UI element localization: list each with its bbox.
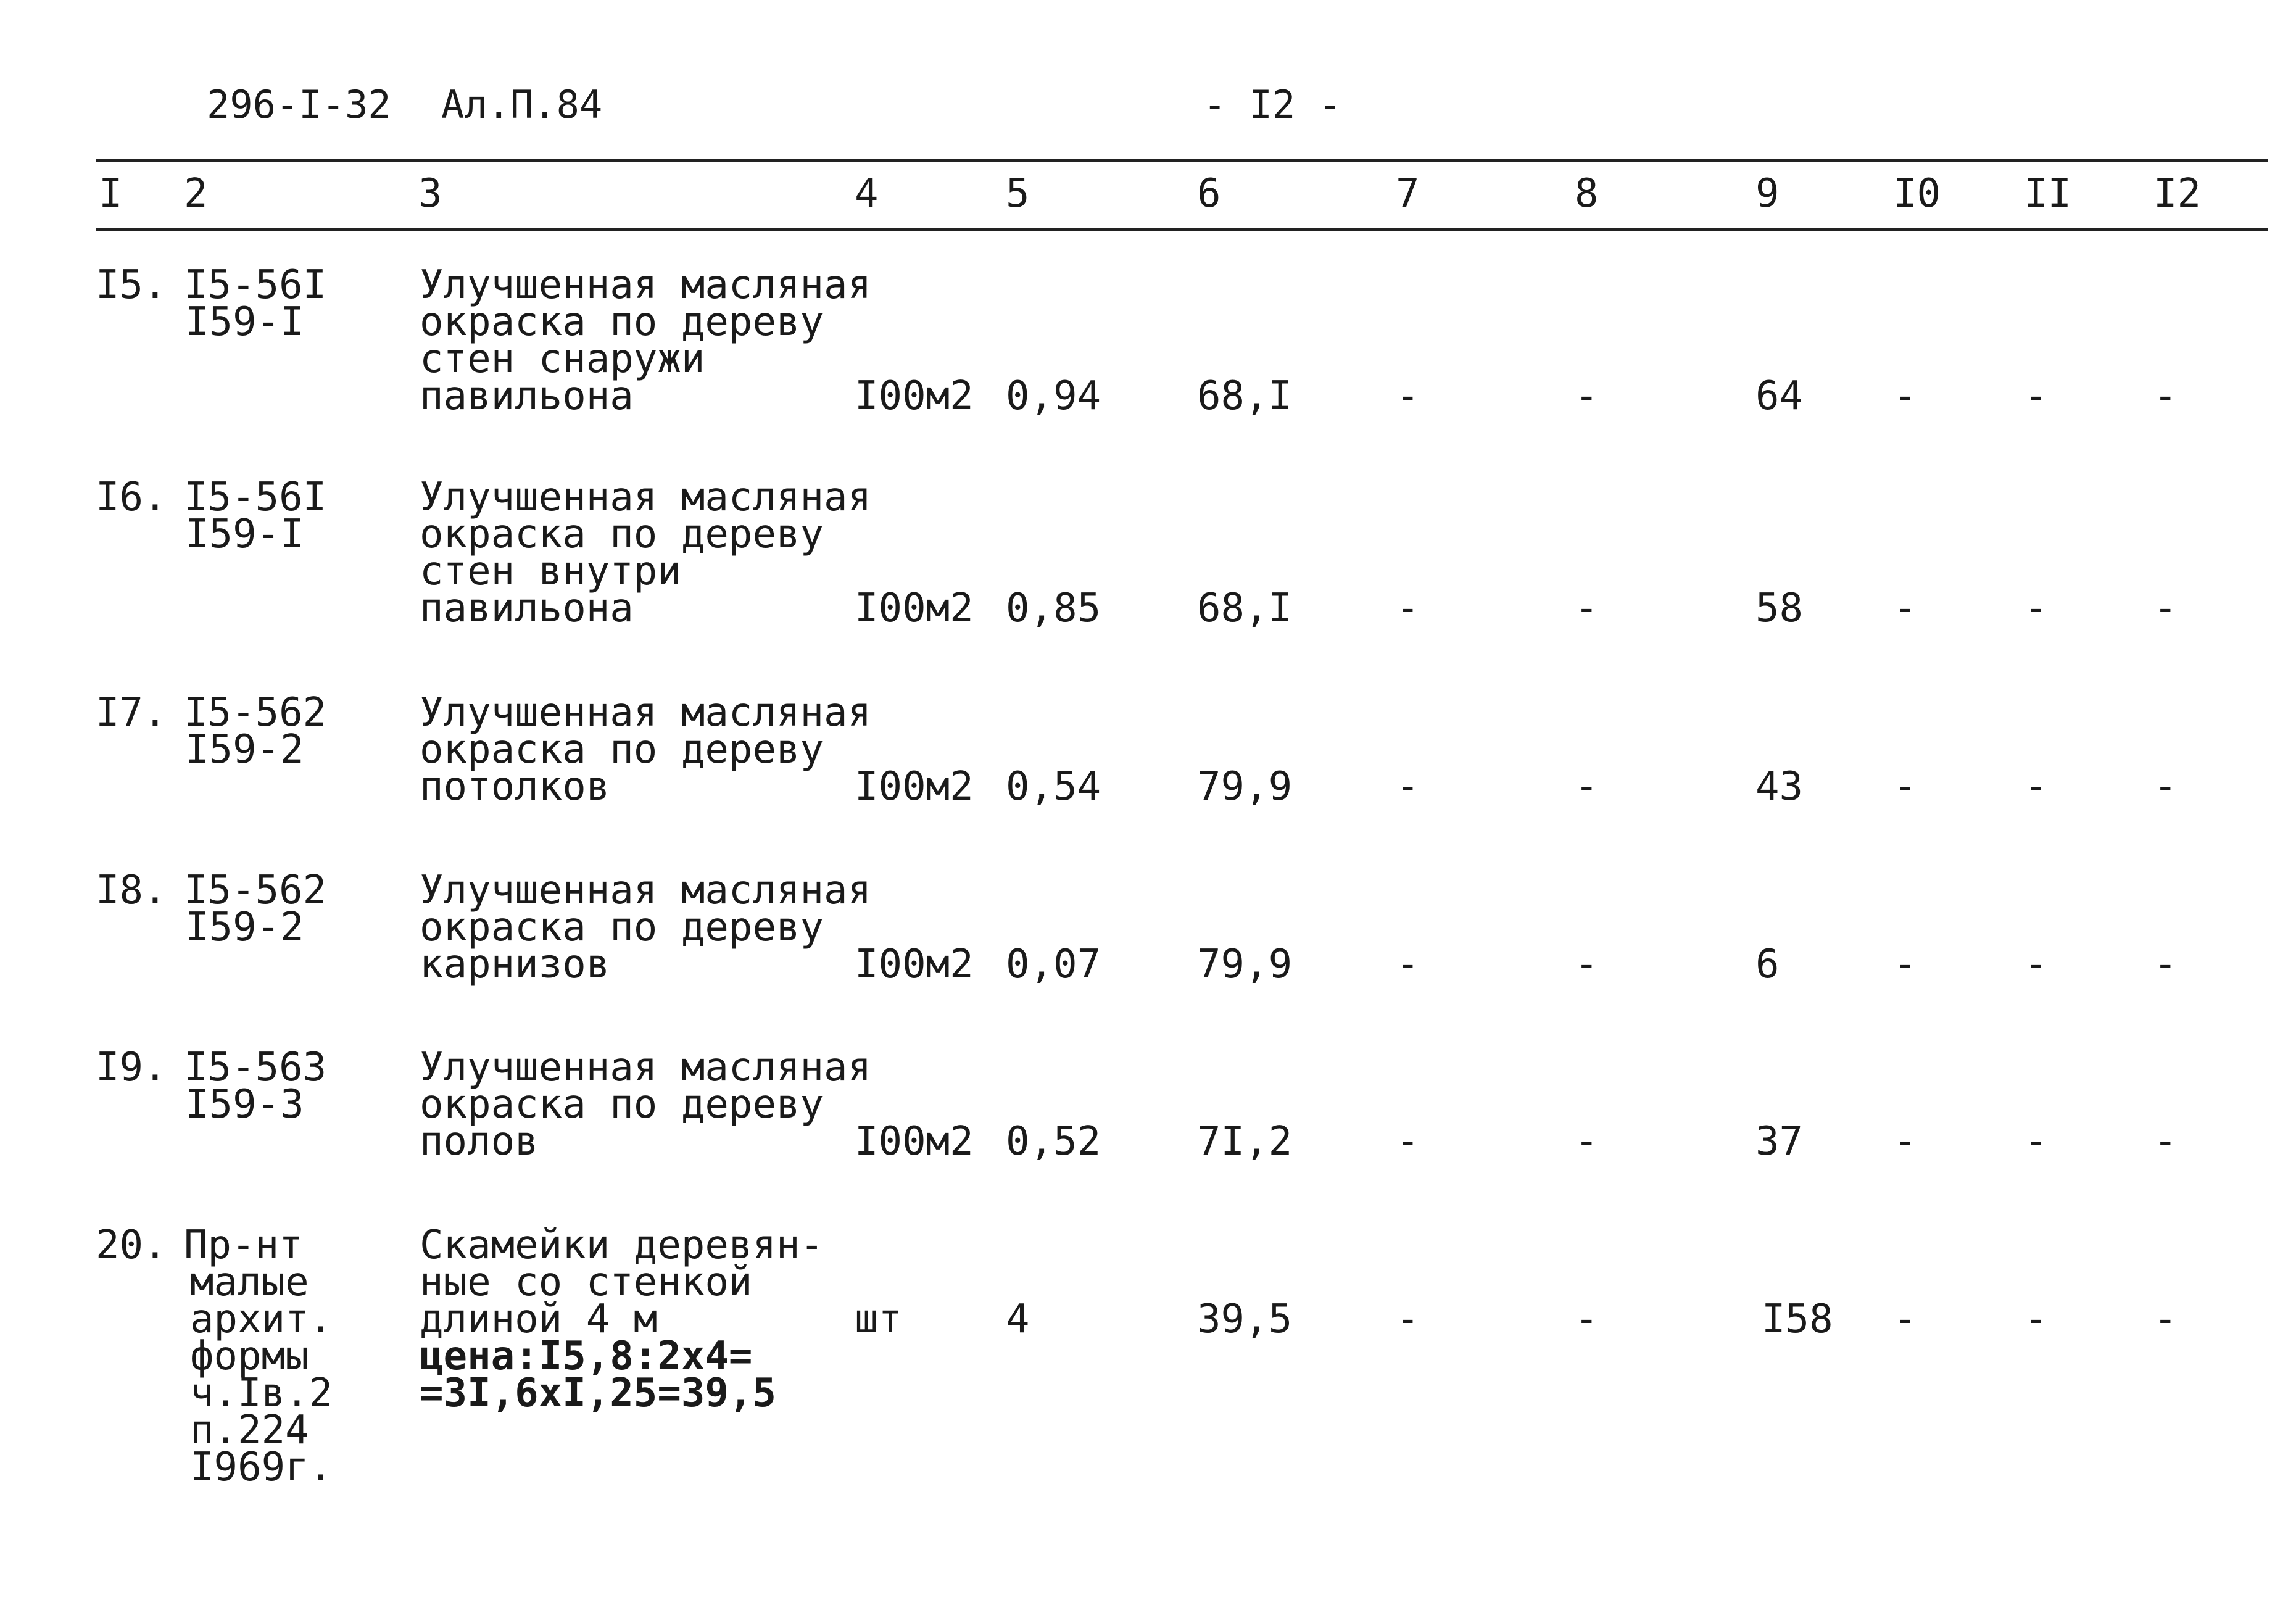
row-description-line: карнизов xyxy=(420,942,610,987)
row-col9: 64 xyxy=(1755,373,1804,419)
row-number: I9. xyxy=(96,1045,167,1090)
row-description-line: Улучшенная масляная xyxy=(420,868,872,913)
row-description-line: потолков xyxy=(420,764,610,810)
row-col10: - xyxy=(1893,764,1917,810)
column-header-10: I0 xyxy=(1893,171,1941,217)
column-header-7: 7 xyxy=(1396,171,1420,217)
row-quantity: 4 xyxy=(1006,1296,1030,1342)
column-header-6: 6 xyxy=(1197,171,1221,217)
row-code-line: I59-3 xyxy=(185,1082,304,1127)
row-col7: - xyxy=(1396,1119,1420,1164)
row-code-line: I5-56I xyxy=(184,262,327,308)
row-col8: - xyxy=(1575,942,1599,987)
row-col7: - xyxy=(1396,942,1420,987)
row-col10: - xyxy=(1893,942,1917,987)
row-col7: - xyxy=(1396,586,1420,631)
row-code-line: I5-562 xyxy=(184,868,327,913)
row-description-line: окраска по дереву xyxy=(420,512,824,557)
row-quantity: 0,52 xyxy=(1006,1119,1101,1164)
row-description-line: длиной 4 м xyxy=(420,1296,658,1342)
row-col11: - xyxy=(2024,764,2048,810)
row-code-line: формы xyxy=(190,1333,309,1379)
row-description-line: Улучшенная масляная xyxy=(420,1045,872,1090)
album-ref: Ал.П.84 xyxy=(441,82,603,127)
column-header-2: 2 xyxy=(184,171,208,217)
row-unit: I00м2 xyxy=(855,942,974,987)
row-col8: - xyxy=(1575,1119,1599,1164)
row-description-line: цена:I5,8:2х4= xyxy=(420,1333,753,1379)
row-description-line: Улучшенная масляная xyxy=(420,690,872,736)
row-col12: - xyxy=(2153,764,2178,810)
row-col7: - xyxy=(1396,1296,1420,1342)
table-top-rule xyxy=(96,159,2268,162)
row-col12: - xyxy=(2153,942,2178,987)
column-header-9: 9 xyxy=(1755,171,1780,217)
row-col9: 43 xyxy=(1755,764,1804,810)
row-col9: 6 xyxy=(1755,942,1780,987)
row-col12: - xyxy=(2153,586,2178,631)
row-number: I5. xyxy=(96,262,167,308)
row-code-line: I969г. xyxy=(190,1445,333,1490)
row-description-line: стен снаружи xyxy=(420,336,705,382)
column-header-12: I2 xyxy=(2153,171,2202,217)
row-col10: - xyxy=(1893,1296,1917,1342)
row-unit: I00м2 xyxy=(855,1119,974,1164)
row-description-line: Улучшенная масляная xyxy=(420,475,872,520)
row-description-line: ные со стенкой xyxy=(420,1259,753,1305)
row-description-line: павильона xyxy=(420,586,634,631)
row-code-line: п.224 xyxy=(190,1408,309,1453)
row-number: 20. xyxy=(96,1222,167,1268)
row-price: 7I,2 xyxy=(1197,1119,1293,1164)
row-col12: - xyxy=(2153,373,2178,419)
row-col10: - xyxy=(1893,586,1917,631)
row-col11: - xyxy=(2024,373,2048,419)
row-col12: - xyxy=(2153,1296,2178,1342)
column-header-11: II xyxy=(2024,171,2072,217)
row-description-line: окраска по дереву xyxy=(420,905,824,950)
row-col9: 37 xyxy=(1755,1119,1804,1164)
row-description-line: Улучшенная масляная xyxy=(420,262,872,308)
row-price: 68,I xyxy=(1197,373,1293,419)
row-col9: I58 xyxy=(1762,1296,1833,1342)
row-price: 79,9 xyxy=(1197,764,1293,810)
row-unit: I00м2 xyxy=(855,373,974,419)
row-number: I8. xyxy=(96,868,167,913)
row-code-line: малые xyxy=(190,1259,309,1305)
row-code-line: архит. xyxy=(190,1296,333,1342)
column-header-8: 8 xyxy=(1575,171,1599,217)
row-number: I7. xyxy=(96,690,167,736)
row-code-line: I59-I xyxy=(185,512,304,557)
doc-code: 296-I-32 xyxy=(207,82,391,127)
row-col12: - xyxy=(2153,1119,2178,1164)
row-col7: - xyxy=(1396,373,1420,419)
row-col10: - xyxy=(1893,1119,1917,1164)
table-header-rule xyxy=(96,228,2268,231)
row-code-line: I59-2 xyxy=(185,905,304,950)
row-code-line: I59-I xyxy=(185,299,304,345)
row-price: 39,5 xyxy=(1197,1296,1293,1342)
row-code-line: I5-563 xyxy=(184,1045,327,1090)
row-description-line: полов xyxy=(420,1119,539,1164)
row-quantity: 0,94 xyxy=(1006,373,1101,419)
row-unit: I00м2 xyxy=(855,764,974,810)
row-unit: I00м2 xyxy=(855,586,974,631)
row-description-line: Скамейки деревян- xyxy=(420,1222,824,1268)
row-number: I6. xyxy=(96,475,167,520)
column-header-1: I xyxy=(99,171,123,217)
row-code-line: I5-562 xyxy=(184,690,327,736)
row-quantity: 0,54 xyxy=(1006,764,1101,810)
page-number: - I2 - xyxy=(1203,82,1341,127)
row-code-line: Пр-нт xyxy=(184,1222,303,1268)
row-col11: - xyxy=(2024,942,2048,987)
row-description-line: павильона xyxy=(420,373,634,419)
row-col8: - xyxy=(1575,586,1599,631)
row-price: 68,I xyxy=(1197,586,1293,631)
row-col11: - xyxy=(2024,1119,2048,1164)
row-quantity: 0,07 xyxy=(1006,942,1101,987)
row-col11: - xyxy=(2024,1296,2048,1342)
column-header-5: 5 xyxy=(1006,171,1030,217)
row-unit: шт xyxy=(855,1296,903,1342)
row-code-line: ч.Iв.2 xyxy=(190,1371,333,1416)
column-header-4: 4 xyxy=(855,171,879,217)
row-col11: - xyxy=(2024,586,2048,631)
row-description-line: =3I,6хI,25=39,5 xyxy=(420,1371,776,1416)
row-col8: - xyxy=(1575,373,1599,419)
row-col8: - xyxy=(1575,1296,1599,1342)
row-col9: 58 xyxy=(1755,586,1804,631)
row-description-line: стен внутри xyxy=(420,549,681,594)
row-price: 79,9 xyxy=(1197,942,1293,987)
row-description-line: окраска по дереву xyxy=(420,1082,824,1127)
row-quantity: 0,85 xyxy=(1006,586,1101,631)
row-code-line: I5-56I xyxy=(184,475,327,520)
row-description-line: окраска по дереву xyxy=(420,299,824,345)
row-code-line: I59-2 xyxy=(185,727,304,773)
row-description-line: окраска по дереву xyxy=(420,727,824,773)
column-header-3: 3 xyxy=(418,171,442,217)
row-col10: - xyxy=(1893,373,1917,419)
row-col8: - xyxy=(1575,764,1599,810)
row-col7: - xyxy=(1396,764,1420,810)
